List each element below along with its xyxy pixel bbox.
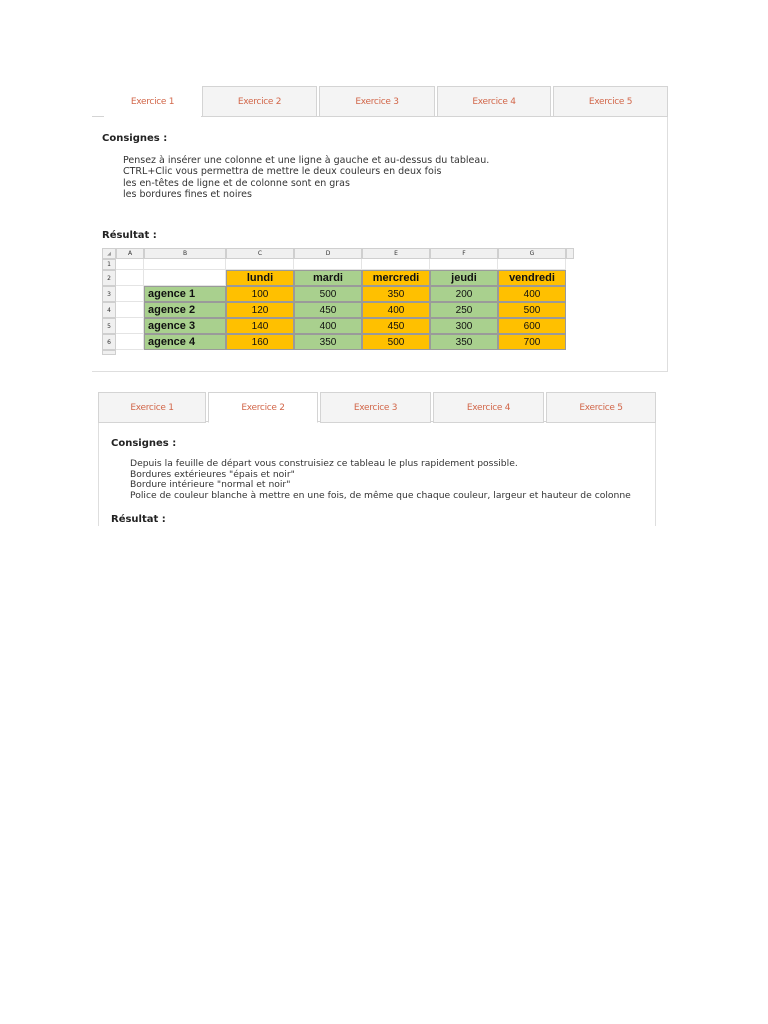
value-cell[interactable]: 450: [362, 318, 430, 334]
value-cell[interactable]: 140: [226, 318, 294, 334]
tab-exercice-3[interactable]: Exercice 3: [320, 392, 431, 423]
tab-exercice-3[interactable]: Exercice 3: [319, 86, 435, 117]
value-cell[interactable]: 500: [498, 302, 566, 318]
agency-name-cell[interactable]: agence 1: [144, 286, 226, 302]
sheet-cell[interactable]: [144, 270, 226, 286]
value-cell[interactable]: 700: [498, 334, 566, 350]
agency-name-cell[interactable]: agence 3: [144, 318, 226, 334]
day-header-cell[interactable]: vendredi: [498, 270, 566, 286]
agency-name-cell[interactable]: agence 4: [144, 334, 226, 350]
instruction-line: les en-têtes de ligne et de colonne sont en gras: [123, 177, 350, 189]
value-cell[interactable]: 400: [294, 318, 362, 334]
value-cell[interactable]: 120: [226, 302, 294, 318]
sheet-cell[interactable]: [116, 334, 144, 350]
day-header-cell[interactable]: mercredi: [362, 270, 430, 286]
instruction-line: Depuis la feuille de départ vous construisiez ce tableau le plus rapidement possible.: [130, 458, 518, 469]
column-header[interactable]: G: [498, 248, 566, 259]
sheet-cell[interactable]: [498, 259, 566, 270]
row-header[interactable]: 6: [102, 334, 116, 350]
column-header[interactable]: E: [362, 248, 430, 259]
tab-exercice-5[interactable]: Exercice 5: [553, 86, 668, 117]
column-header[interactable]: D: [294, 248, 362, 259]
value-cell[interactable]: 500: [362, 334, 430, 350]
instruction-line: Police de couleur blanche à mettre en une fois, de même que chaque couleur, largeur et hauteur de colonne: [130, 489, 631, 501]
instruction-line: les bordures fines et noires: [123, 188, 252, 200]
value-cell[interactable]: 350: [362, 286, 430, 302]
instructions-list: [130, 459, 631, 501]
tab-exercice-2[interactable]: Exercice 2: [208, 392, 318, 423]
sheet-cell[interactable]: [116, 286, 144, 302]
value-cell[interactable]: 300: [430, 318, 498, 334]
sheet-cell[interactable]: [116, 318, 144, 334]
row-header[interactable]: 5: [102, 318, 116, 334]
day-header-cell[interactable]: jeudi: [430, 270, 498, 286]
column-header[interactable]: F: [430, 248, 498, 259]
row-header-stub: [102, 350, 116, 355]
exercise-panel-2: [98, 392, 656, 526]
row-header[interactable]: 1: [102, 259, 116, 270]
column-header[interactable]: C: [226, 248, 294, 259]
tab-exercice-4[interactable]: Exercice 4: [437, 86, 551, 117]
column-header-stub: [566, 248, 574, 259]
value-cell[interactable]: 250: [430, 302, 498, 318]
value-cell[interactable]: 350: [430, 334, 498, 350]
sheet-cell[interactable]: [116, 270, 144, 286]
tab-exercice-5[interactable]: Exercice 5: [546, 392, 656, 423]
row-header[interactable]: 3: [102, 286, 116, 302]
instruction-line: Pensez à insérer une colonne et une ligne à gauche et au-dessus du tableau.: [123, 155, 490, 166]
instruction-line: Bordure intérieure "normal et noir": [130, 479, 291, 491]
tab-exercice-1[interactable]: Exercice 1: [98, 392, 206, 423]
row-header[interactable]: 2: [102, 270, 116, 286]
sheet-corner[interactable]: ◢: [102, 248, 116, 259]
value-cell[interactable]: 400: [498, 286, 566, 302]
instructions-list: [123, 155, 489, 200]
consignes-heading: Consignes :: [111, 438, 177, 449]
resultat-heading: Résultat :: [111, 514, 166, 525]
value-cell[interactable]: 160: [226, 334, 294, 350]
sheet-cell[interactable]: [294, 259, 362, 270]
value-cell[interactable]: 600: [498, 318, 566, 334]
value-cell[interactable]: 200: [430, 286, 498, 302]
day-header-cell[interactable]: mardi: [294, 270, 362, 286]
tab-exercice-4[interactable]: Exercice 4: [433, 392, 544, 423]
consignes-heading: Consignes :: [102, 133, 168, 144]
column-header[interactable]: A: [116, 248, 144, 259]
sheet-cell[interactable]: [226, 259, 294, 270]
value-cell[interactable]: 450: [294, 302, 362, 318]
instruction-line: Bordures extérieures "épais et noir": [130, 468, 295, 480]
instruction-line: CTRL+Clic vous permettra de mettre le deux couleurs en deux fois: [123, 166, 442, 178]
sheet-cell[interactable]: [430, 259, 498, 270]
day-header-cell[interactable]: lundi: [226, 270, 294, 286]
row-header[interactable]: 4: [102, 302, 116, 318]
sheet-cell[interactable]: [144, 259, 226, 270]
value-cell[interactable]: 500: [294, 286, 362, 302]
agency-name-cell[interactable]: agence 2: [144, 302, 226, 318]
value-cell[interactable]: 350: [294, 334, 362, 350]
column-header[interactable]: B: [144, 248, 226, 259]
sheet-cell[interactable]: [116, 259, 144, 270]
value-cell[interactable]: 400: [362, 302, 430, 318]
sheet-cell[interactable]: [116, 302, 144, 318]
tab-exercice-1[interactable]: Exercice 1: [104, 86, 201, 117]
value-cell[interactable]: 100: [226, 286, 294, 302]
tab-exercice-2[interactable]: Exercice 2: [202, 86, 317, 117]
resultat-heading: Résultat :: [102, 230, 157, 241]
sheet-cell[interactable]: [362, 259, 430, 270]
